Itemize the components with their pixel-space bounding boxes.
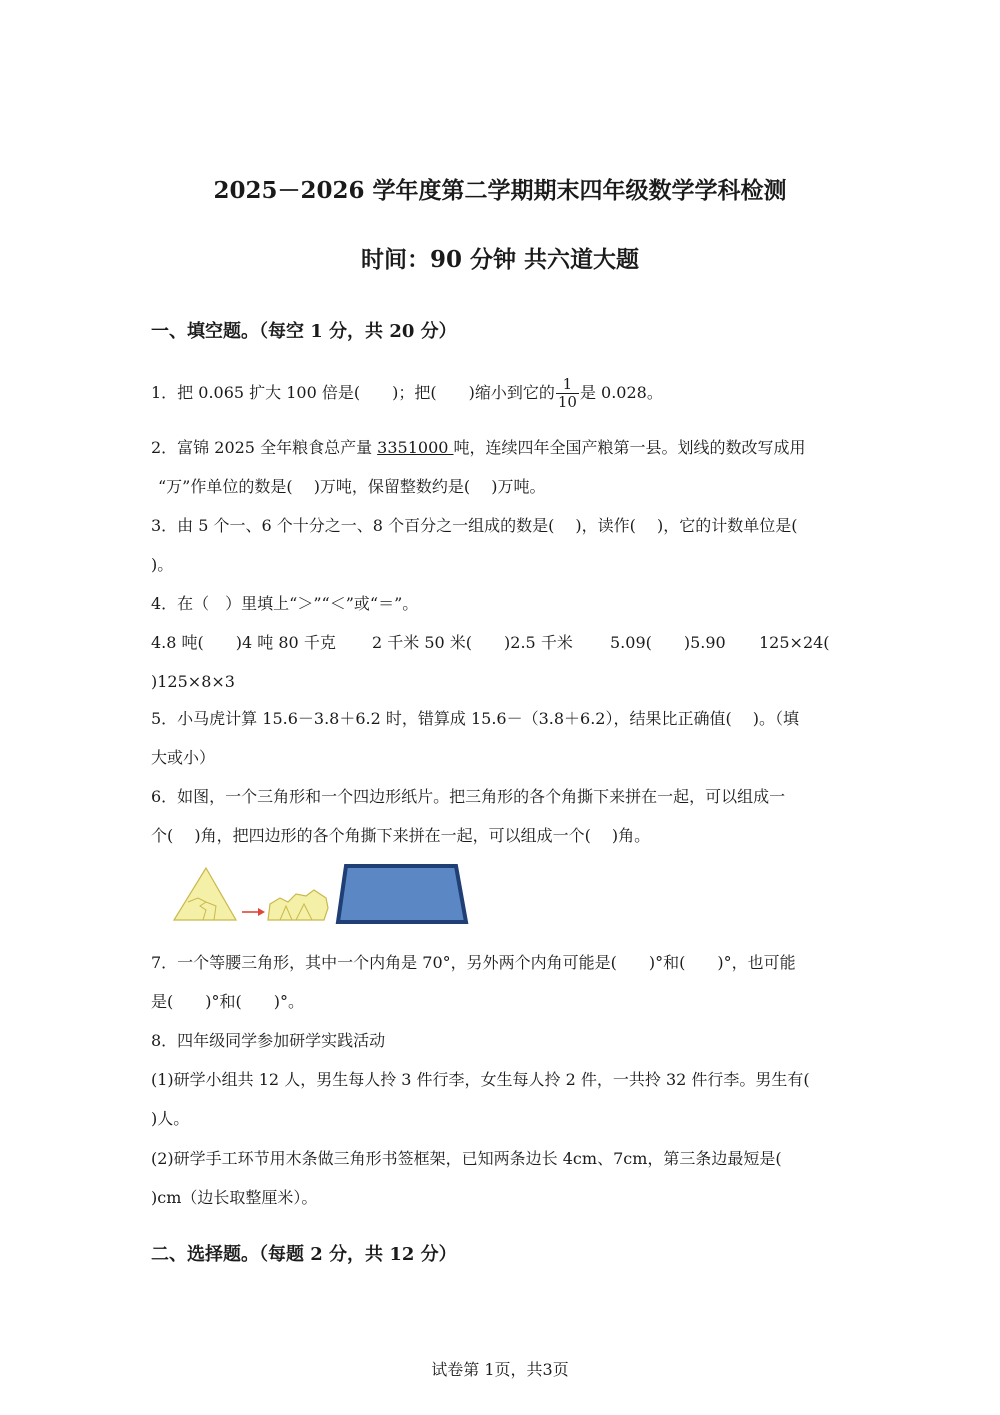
question-2-line-1 bbox=[151, 438, 806, 458]
question-1 bbox=[151, 374, 663, 412]
q6-figure bbox=[170, 862, 470, 932]
question-6-line-2: 个( )角，把四边形的各个角撕下来拼在一起，可以组成一个( )角。 bbox=[151, 826, 651, 845]
question-6-line-1: 6．如图，一个三角形和一个四边形纸片。把三角形的各个角撕下来拼在一起，可以组成一 bbox=[151, 787, 786, 806]
question-8-line-1: 8．四年级同学参加研学实践活动 bbox=[151, 1031, 386, 1050]
question-4-line-1: 4．在（ ）里填上“＞”“＜”或“＝”。 bbox=[151, 594, 419, 613]
question-5-line-1: 5．小马虎计算 15.6－3.8＋6.2 时，错算成 15.6－（3.8＋6.2），结果比正确值( )。（填 bbox=[151, 709, 800, 728]
question-8-part-2-line-2: )cm（边长取整厘米）。 bbox=[151, 1188, 318, 1207]
question-1-text-a: 1．把 0.065 扩大 100 倍是( )；把( )缩小到它的 bbox=[151, 383, 555, 402]
fraction-one-tenth bbox=[556, 376, 579, 411]
question-8-part-2-line-1: (2)研学手工环节用木条做三角形书签框架，已知两条边长 4cm、7cm，第三条边最短是( bbox=[151, 1149, 782, 1168]
fraction-denominator: 10 bbox=[557, 393, 577, 411]
trapezoid-shape bbox=[338, 866, 466, 922]
compare-item-2: 2 千米 50 米( )2.5 千米 bbox=[372, 633, 573, 652]
question-2-text-a: 2．富锦 2025 全年粮食总产量 bbox=[151, 438, 378, 457]
underlined-number: 3351000 bbox=[377, 438, 454, 457]
fraction-numerator: 1 bbox=[556, 376, 579, 394]
question-4-line-3: )125×8×3 bbox=[151, 672, 235, 691]
compare-item-3: 5.09( )5.90 bbox=[610, 633, 726, 652]
question-7-line-1: 7．一个等腰三角形，其中一个内角是 70°，另外两个内角可能是( )°和( )°，也可能 bbox=[151, 953, 796, 972]
question-3-line-1: 3．由 5 个一、6 个十分之一、8 个百分之一组成的数是( )，读作( )，它的计数单位是( bbox=[151, 516, 798, 535]
compare-item-4: 125×24( bbox=[759, 633, 830, 652]
exam-subtitle: 时间：90 分钟 共六道大题 bbox=[360, 246, 640, 273]
triangle-quadrilateral-illustration bbox=[170, 862, 470, 928]
compare-item-1: 4.8 吨( )4 吨 80 千克 bbox=[151, 633, 336, 652]
question-5-line-2: 大或小） bbox=[151, 748, 216, 767]
rearranged-angles-shape bbox=[268, 890, 328, 920]
question-2-line-2: “万”作单位的数是( )万吨，保留整数约是( )万吨。 bbox=[158, 477, 546, 496]
question-8-part-1-line-2: )人。 bbox=[151, 1109, 190, 1128]
question-7-line-2: 是( )°和( )°。 bbox=[151, 992, 304, 1011]
section-heading-fill-blank: 一、填空题。（每空 1 分，共 20 分） bbox=[151, 321, 457, 342]
exam-title: 2025－2026 学年度第二学期期末四年级数学学科检测 bbox=[213, 177, 787, 204]
arrow-icon bbox=[242, 908, 265, 916]
page-footer: 试卷第 1页，共3页 bbox=[431, 1360, 569, 1379]
question-8-part-1-line-1: (1)研学小组共 12 人，男生每人拎 3 件行李，女生每人拎 2 件，一共拎 32 件行李。男生有( bbox=[151, 1070, 810, 1089]
question-2-text-b: 吨，连续四年全国产粮第一县。划线的数改写成用 bbox=[453, 438, 806, 457]
question-3-line-2: )。 bbox=[151, 555, 174, 574]
question-1-text-b: 是 0.028。 bbox=[579, 383, 663, 402]
section-heading-multiple-choice: 二、选择题。（每题 2 分，共 12 分） bbox=[151, 1244, 457, 1265]
triangle-shape bbox=[174, 868, 236, 920]
